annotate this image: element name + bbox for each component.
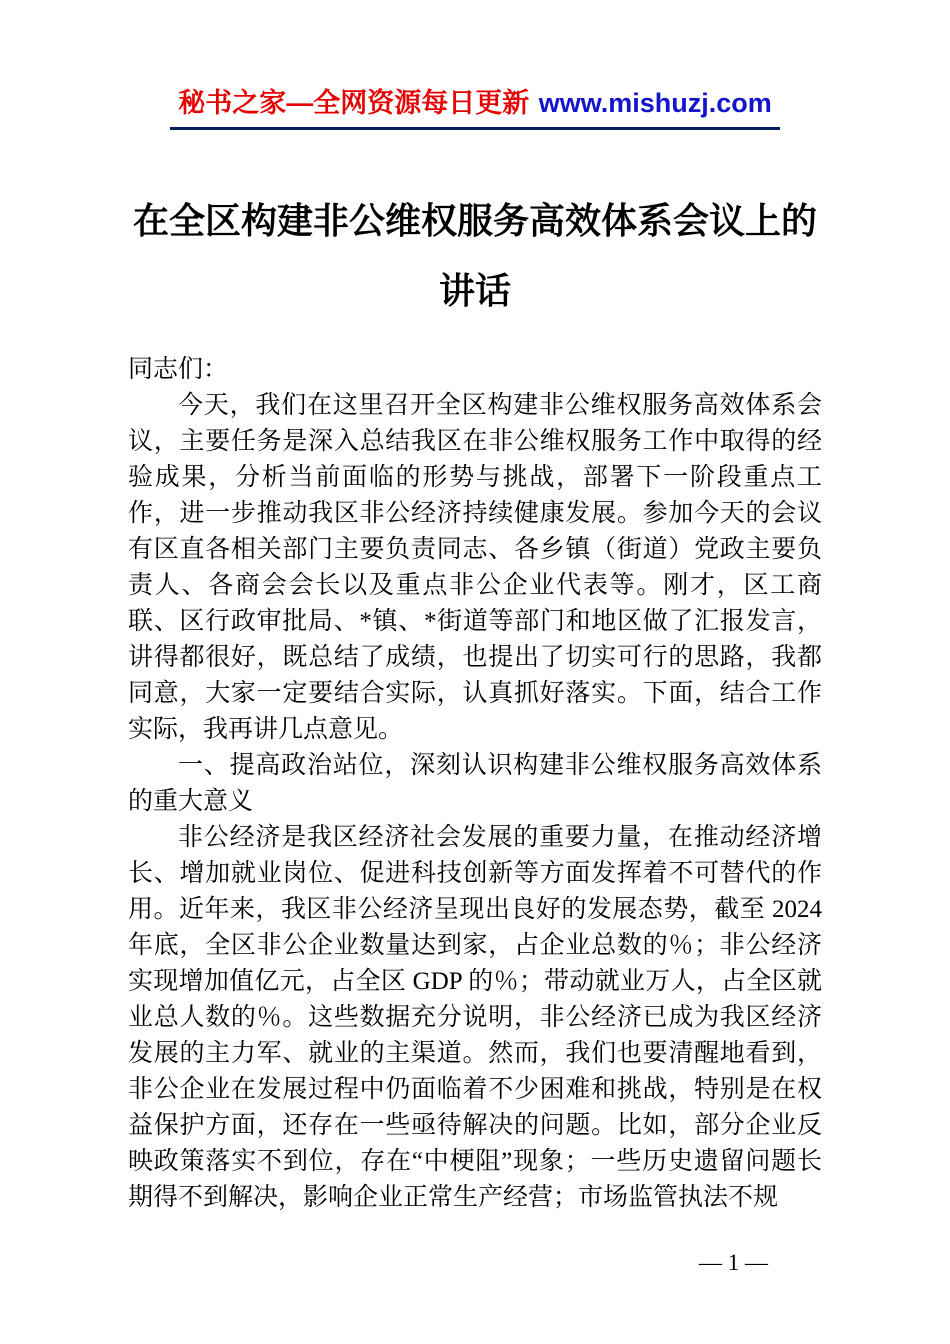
site-brand: 秘书之家 bbox=[178, 88, 287, 118]
paragraph: 今天，我们在这里召开全区构建非公维权服务高效体系会议，主要任务是深入总结我区在非公维权服务工作中取得的经验成果，分析当前面临的形势与挑战，部署下一阶段重点工作，进一步推动我区非公经济持续健康发展。参加今天的会议有区直各相关部门主要负责同志、各乡镇（街道）党政主要负责人、各商会会长以及重点非公企业代表等。刚才，区工商联、区行政审批局、*镇、*街道等部门和地区做了汇报发言，讲得都很好，既总结了成绩，也提出了切实可行的思路，我都同意，大家一定要结合实际，认真抓好落实。下面，结合工作实际，我再讲几点意见。 bbox=[128, 392, 822, 744]
site-tagline: —全网资源每日更新 bbox=[286, 88, 530, 118]
document-body bbox=[128, 352, 822, 1216]
page-number: — 1 — bbox=[699, 1250, 768, 1275]
site-header-text bbox=[170, 88, 779, 130]
document-title: 在全区构建非公维权服务高效体系会议上的讲话 bbox=[132, 201, 817, 312]
site-url-link[interactable]: www.mishuzj.com bbox=[538, 88, 772, 118]
site-header bbox=[128, 88, 822, 130]
salutation: 同志们： bbox=[128, 356, 229, 384]
paragraph: 非公经济是我区经济社会发展的重要力量，在推动经济增长、增加就业岗位、促进科技创新等方面发挥着不可替代的作用。近年来，我区非公经济呈现出良好的发展态势，截至 2024 年底，全区非公企业数量达到家，占企业总数的％；非公经济实现增加值亿元，占全区 GDP 的％；带动就业万人，占全区就业总人数的％。这些数据充分说明，非公经济已成为我区经济发展的主力军、就业的主渠道。然而，我们也要清醒地看到，非公企业在发展过程中仍面临着不少困难和挑战，特别是在权益保护方面，还存在一些亟待解决的问题。比如，部分企业反映政策落实不到位，存在“中梗阻”现象；一些历史遗留问题长期得不到解决，影响企业正常生产经营；市场监管执法不规 bbox=[128, 824, 822, 1212]
section-heading: 一、提高政治站位，深刻认识构建非公维权服务高效体系的重大意义 bbox=[128, 752, 822, 816]
